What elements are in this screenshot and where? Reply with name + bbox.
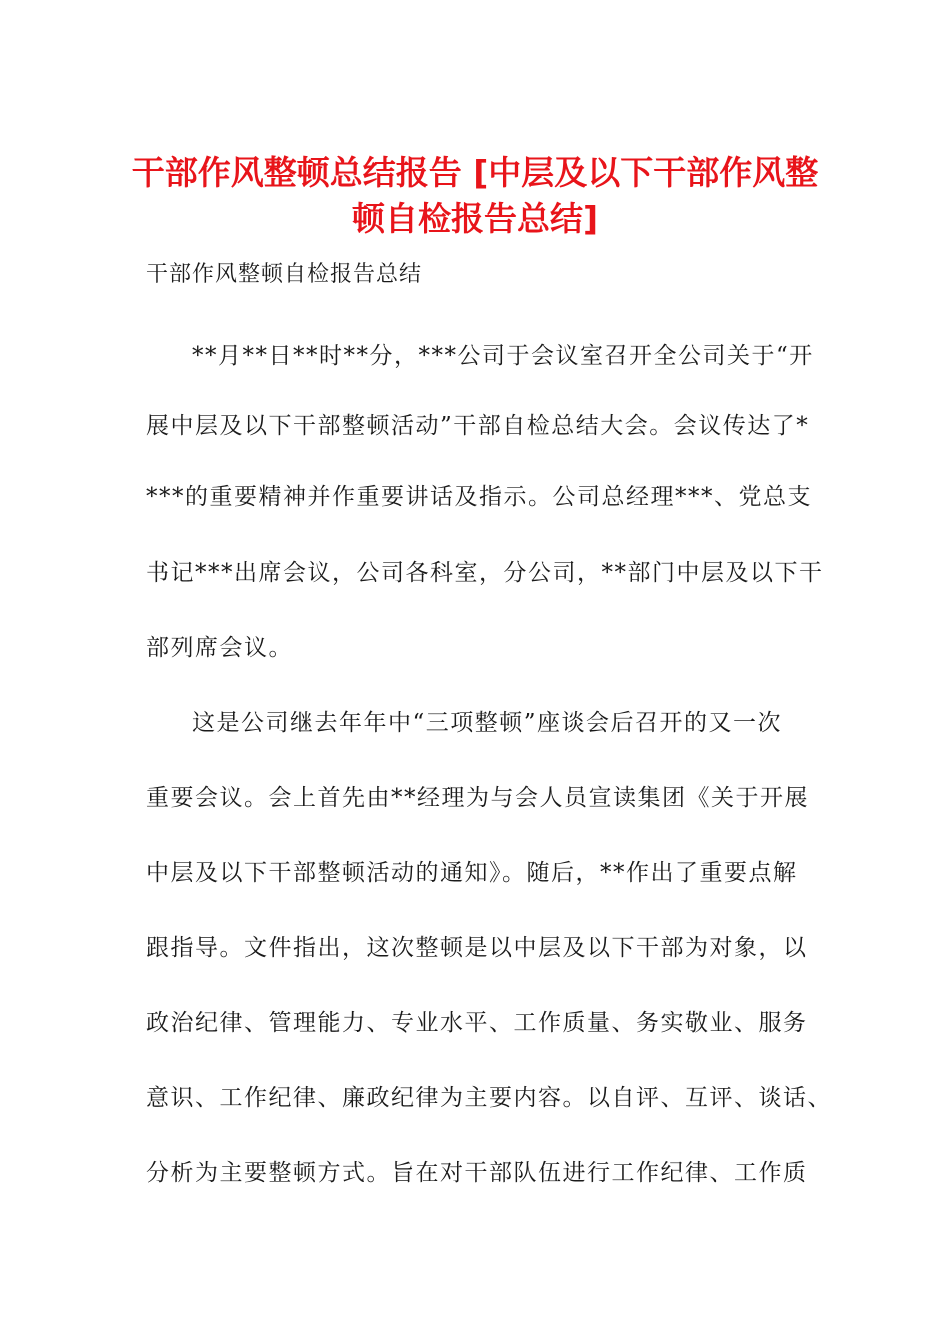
paragraph-1-line-2: 展中层及以下干部整顿活动”干部自检总结大会。会议传达了* [146, 413, 810, 439]
paragraph-2-line-3: 中层及以下干部整顿活动的通知》。随后，**作出了重要点解 [146, 860, 798, 886]
paragraph-2-line-1: 这是公司继去年年中“三项整顿”座谈会后召开的又一次 [192, 710, 783, 736]
paragraph-1-line-1: **月**日**时**分，***公司于会议室召开全公司关于“开 [192, 343, 814, 369]
paragraph-2-line-6: 意识、工作纪律、廉政纪律为主要内容。以自评、互评、谈话、 [146, 1085, 832, 1111]
paragraph-1-line-3: ***的重要精神并作重要讲话及指示。公司总经理***、党总支 [146, 484, 812, 510]
paragraph-1-line-5: 部列席会议。 [146, 635, 293, 661]
paragraph-1-line-4: 书记***出席会议，公司各科室，分公司，**部门中层及以下干 [146, 560, 824, 586]
paragraph-2-line-7: 分析为主要整顿方式。旨在对干部队伍进行工作纪律、工作质 [146, 1160, 808, 1186]
paragraph-2-line-5: 政治纪律、管理能力、专业水平、工作质量、务实敬业、服务 [146, 1010, 808, 1036]
document-subtitle: 干部作风整顿自检报告总结 [146, 262, 423, 287]
document-title: 干部作风整顿总结报告 [中层及以下干部作风整顿自检报告总结] [131, 153, 819, 238]
paragraph-2-line-2: 重要会议。会上首先由**经理为与会人员宣读集团《关于开展 [146, 785, 809, 811]
paragraph-2-line-4: 跟指导。文件指出，这次整顿是以中层及以下干部为对象，以 [146, 935, 808, 961]
